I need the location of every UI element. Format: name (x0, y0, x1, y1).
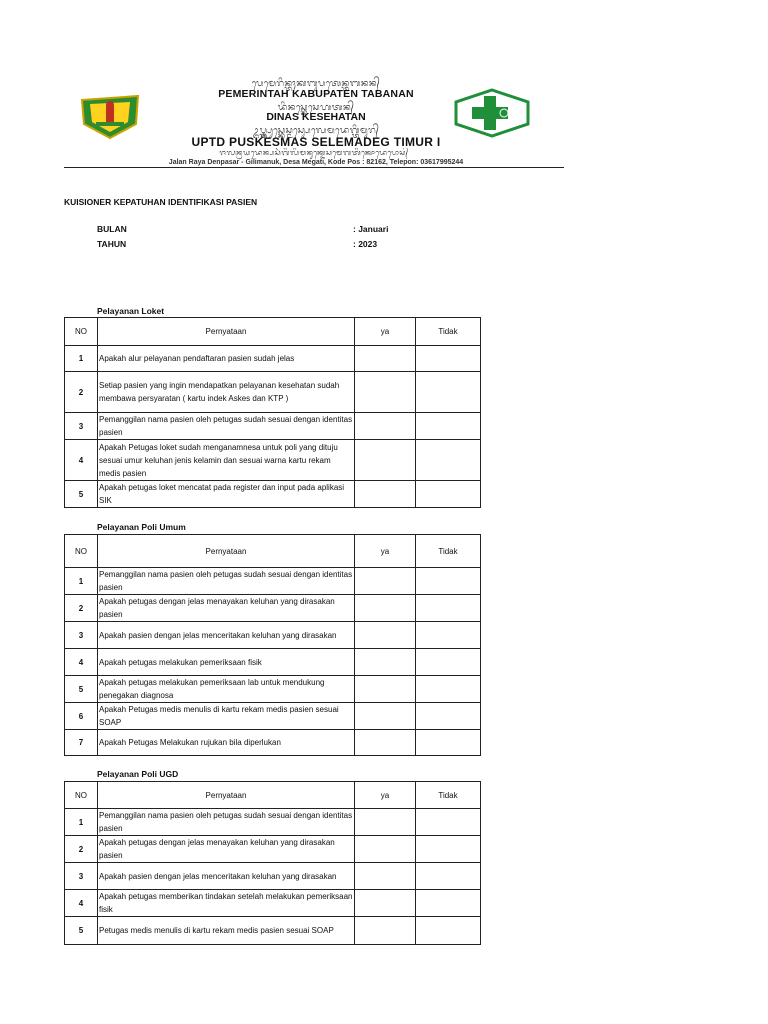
ya-cell[interactable] (355, 440, 416, 481)
header-no: NO (65, 318, 98, 346)
ya-cell[interactable] (355, 568, 416, 595)
header-tidak: Tidak (416, 782, 481, 809)
row-statement: Apakah Petugas loket sudah menganamnesa untuk poli yang dituju sesuai umur keluhan jenis kelamin dan sesuai warna kartu rekam medis pasien (98, 440, 355, 481)
table-row (65, 346, 481, 372)
ya-cell[interactable] (355, 346, 416, 372)
row-statement: Apakah Petugas medis menulis di kartu rekam medis pasien sesuai SOAP (98, 703, 355, 730)
row-statement: Apakah petugas dengan jelas menayakan keluhan yang dirasakan pasien (98, 836, 355, 863)
tidak-cell[interactable] (416, 649, 481, 676)
tidak-cell[interactable] (416, 372, 481, 413)
header-ya: ya (355, 782, 416, 809)
table-row (65, 676, 481, 703)
table-row (65, 622, 481, 649)
table-row (65, 863, 481, 890)
row-number: 4 (65, 649, 98, 676)
row-number: 1 (65, 568, 98, 595)
tidak-cell[interactable] (416, 440, 481, 481)
ya-cell[interactable] (355, 676, 416, 703)
address-line: Jalan Raya Denpasar - Gilimanuk, Desa Megati, Kode Pos : 82162, Telepon: 03617995244 (168, 159, 464, 166)
header-tidak: Tidak (416, 318, 481, 346)
balinese-script-line: ᬉᬧ᭄ᬢ᭄ᬤ᭄ᬧᬸᬲ᭄ᬓᬾᬲ᭄ᬫᬲ᭄ᬲᬾᬮᬾᬫᬤᬾᬕ᭄ᬢᬶᬫᬸᬭ᭄ (252, 126, 380, 136)
table-row (65, 595, 481, 622)
header-ya: ya (355, 535, 416, 568)
section-title: Pelayanan Poli UGD (97, 769, 179, 779)
ya-cell[interactable] (355, 595, 416, 622)
table-row (65, 890, 481, 917)
balinese-script-line: ᬚᬮᬦ᭄ᬭᬬᬤᬾᬦ᭄ᬧᬲᬃᬕᬶᬮᬶᬫᬦᬸᬓ᭄ᬤᬾᬲᬫᬾᬕᬢᬶᬓᭀᬤᬾᬧᭀᬲ᭄ (219, 148, 409, 157)
tidak-cell[interactable] (416, 917, 481, 945)
tidak-cell[interactable] (416, 413, 481, 440)
government-name: PEMERINTAH KABUPATEN TABANAN (218, 88, 414, 100)
letterhead (64, 72, 564, 172)
row-number: 5 (65, 676, 98, 703)
header-statement: Pernyataan (98, 535, 355, 568)
ya-cell[interactable] (355, 372, 416, 413)
header-ya: ya (355, 318, 416, 346)
ya-cell[interactable] (355, 481, 416, 508)
ya-cell[interactable] (355, 413, 416, 440)
ya-cell[interactable] (355, 809, 416, 836)
ya-cell[interactable] (355, 917, 416, 945)
department-name: DINAS KESEHATAN (266, 111, 366, 123)
row-statement: Apakah petugas loket mencatat pada register dan input pada aplikasi SIK (98, 481, 355, 508)
ya-cell[interactable] (355, 863, 416, 890)
ya-cell[interactable] (355, 890, 416, 917)
section-title: Pelayanan Loket (97, 306, 165, 316)
questionnaire-table-poli-ugd (64, 781, 481, 945)
tidak-cell[interactable] (416, 346, 481, 372)
table-row (65, 836, 481, 863)
header-tidak: Tidak (416, 535, 481, 568)
tidak-cell[interactable] (416, 836, 481, 863)
table-header-row (65, 318, 481, 346)
table-row (65, 703, 481, 730)
row-number: 3 (65, 622, 98, 649)
ya-cell[interactable] (355, 649, 416, 676)
row-number: 6 (65, 703, 98, 730)
document-title: KUISIONER KEPATUHAN IDENTIFIKASI PASIEN (64, 197, 258, 207)
ya-cell[interactable] (355, 836, 416, 863)
row-statement: Apakah petugas dengan jelas menayakan keluhan yang dirasakan pasien (98, 595, 355, 622)
balinese-script-line: ᬧᬾᬫᬾᬭᬶᬦ᭄ᬢᬄᬓᬩᬸᬧᬢᬾᬦ᭄ᬢᬩᬦᬦ᭄ (251, 79, 381, 89)
row-statement: Apakah pasien dengan jelas menceritakan keluhan yang dirasakan (98, 622, 355, 649)
table-row (65, 649, 481, 676)
table-row (65, 568, 481, 595)
table-row (65, 809, 481, 836)
row-statement: Pemanggilan nama pasien oleh petugas sudah sesuai dengan identitas pasien (98, 809, 355, 836)
row-statement: Petugas medis menulis di kartu rekam medis pasien sesuai SOAP (98, 917, 355, 945)
row-number: 3 (65, 413, 98, 440)
row-statement: Pemanggilan nama pasien oleh petugas sudah sesuai dengan identitas pasien (98, 413, 355, 440)
table-row (65, 917, 481, 945)
questionnaire-table-loket (64, 317, 481, 508)
row-statement: Apakah Petugas Melakukan rujukan bila diperlukan (98, 730, 355, 756)
table-row (65, 413, 481, 440)
tidak-cell[interactable] (416, 730, 481, 756)
table-header-row (65, 782, 481, 809)
table-row (65, 481, 481, 508)
section-title: Pelayanan Poli Umum (97, 522, 186, 532)
tidak-cell[interactable] (416, 481, 481, 508)
tahun-value: : 2023 (353, 239, 378, 249)
row-number: 2 (65, 595, 98, 622)
questionnaire-table-poli-umum (64, 534, 481, 756)
row-statement: Apakah petugas memberikan tindakan setelah melakukan pemeriksaan fisik (98, 890, 355, 917)
table-row (65, 372, 481, 413)
table-row (65, 440, 481, 481)
row-number: 1 (65, 809, 98, 836)
row-number: 2 (65, 372, 98, 413)
row-number: 2 (65, 836, 98, 863)
row-statement: Apakah petugas melakukan pemeriksaan fisik (98, 649, 355, 676)
ya-cell[interactable] (355, 703, 416, 730)
row-number: 3 (65, 863, 98, 890)
row-statement: Setiap pasien yang ingin mendapatkan pelayanan kesehatan sudah membawa persyaratan ( kartu indek Askes dan KTP ) (98, 372, 355, 413)
row-statement: Pemanggilan nama pasien oleh petugas sudah sesuai dengan identitas pasien (98, 568, 355, 595)
table-row (65, 730, 481, 756)
row-number: 1 (65, 346, 98, 372)
ya-cell[interactable] (355, 730, 416, 756)
row-statement: Apakah pasien dengan jelas menceritakan keluhan yang dirasakan (98, 863, 355, 890)
bulan-label: BULAN (97, 224, 127, 234)
tidak-cell[interactable] (416, 568, 481, 595)
unit-name: UPTD PUSKESMAS SELEMADEG TIMUR I (191, 135, 441, 149)
header-statement: Pernyataan (98, 318, 355, 346)
tidak-cell[interactable] (416, 595, 481, 622)
tidak-cell[interactable] (416, 622, 481, 649)
bulan-value: : Januari (353, 224, 389, 234)
table-header-row (65, 535, 481, 568)
header-no: NO (65, 782, 98, 809)
row-number: 7 (65, 730, 98, 756)
row-number: 5 (65, 917, 98, 945)
row-statement: Apakah petugas melakukan pemeriksaan lab untuk mendukung penegakan diagnosa (98, 676, 355, 703)
tabanan-regency-emblem (78, 94, 142, 140)
row-number: 5 (65, 481, 98, 508)
tidak-cell[interactable] (416, 809, 481, 836)
tahun-label: TAHUN (97, 239, 127, 249)
tidak-cell[interactable] (416, 703, 481, 730)
header-statement: Pernyataan (98, 782, 355, 809)
tidak-cell[interactable] (416, 890, 481, 917)
tidak-cell[interactable] (416, 676, 481, 703)
row-number: 4 (65, 440, 98, 481)
balinese-script-line: ᬤᬶᬦᬲ᭄ᬓᬾᬲᬾᬳᬢᬦ᭄ (277, 103, 355, 113)
row-number: 4 (65, 890, 98, 917)
header-no: NO (65, 535, 98, 568)
tidak-cell[interactable] (416, 863, 481, 890)
letterhead-divider (64, 167, 564, 168)
ya-cell[interactable] (355, 622, 416, 649)
row-statement: Apakah alur pelayanan pendaftaran pasien sudah jelas (98, 346, 355, 372)
